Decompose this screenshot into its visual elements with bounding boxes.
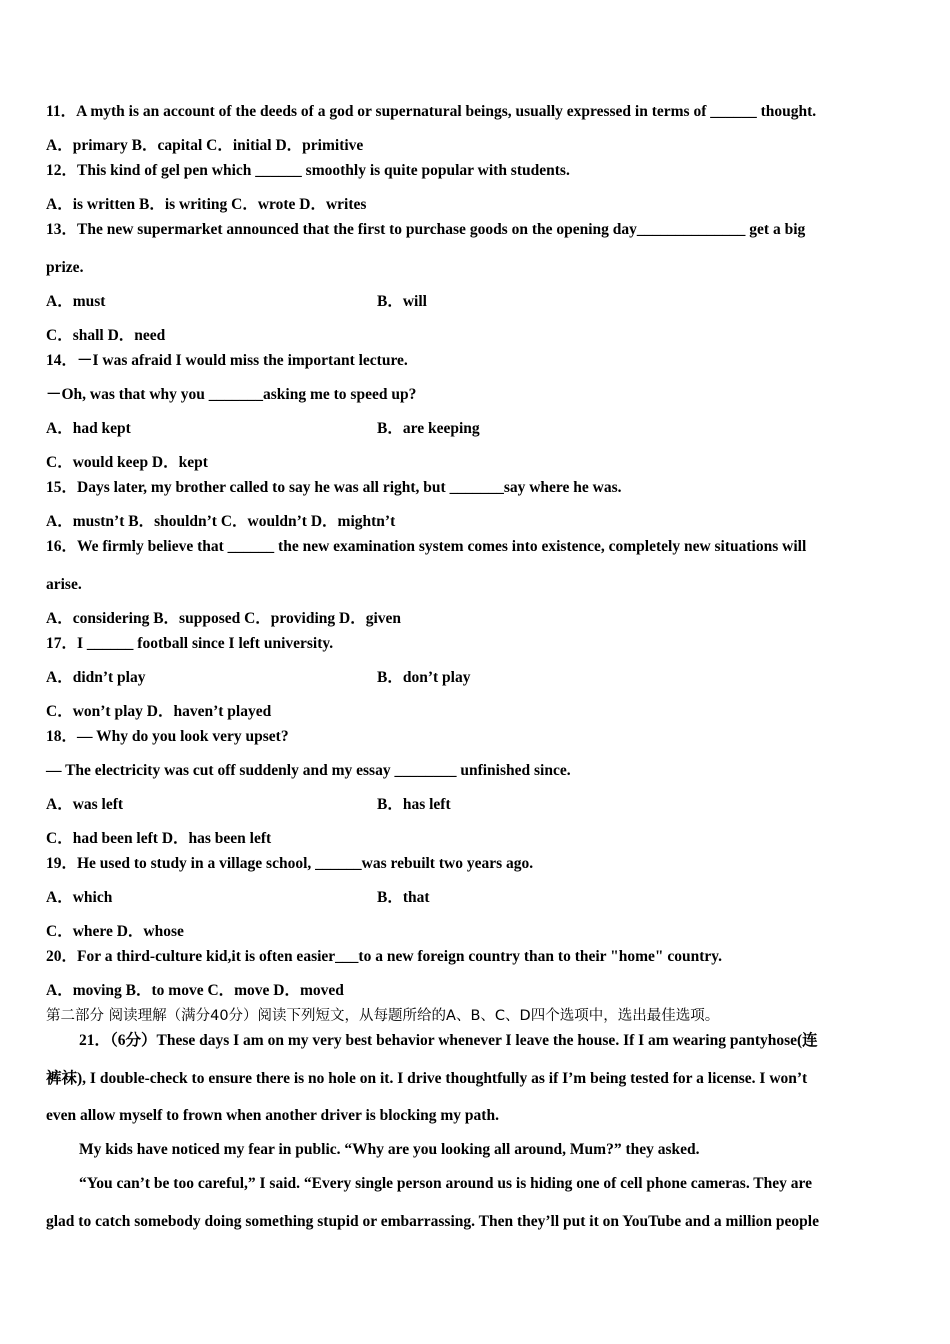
q16-options: A．considering B．supposed C．providing D．given	[46, 610, 401, 627]
q11-options: A．primary B．capital C．initial D．primitive	[46, 137, 364, 154]
q13-stem-line1: 13．The new supermarket announced that the first to purchase goods on the opening day______________ get a big	[46, 221, 806, 238]
q14-stem-line1: 14．－I was afraid I would miss the important lecture.	[46, 352, 408, 369]
q16-stem-line2: arise.	[46, 576, 82, 593]
q20-stem: 20．For a third-culture kid,it is often easier___to a new foreign country than to their "home" country.	[46, 948, 723, 965]
q17-option-a: A．didn’t play	[46, 669, 146, 686]
passage-line-3: even allow myself to frown when another driver is blocking my path.	[46, 1107, 499, 1124]
q13-option-b: B．will	[377, 293, 427, 310]
q13-option-cd: C．shall D．need	[46, 327, 166, 344]
q14-option-cd: C．would keep D．kept	[46, 454, 208, 471]
q18-stem-line2: — The electricity was cut off suddenly and my essay ________ unfinished since.	[46, 762, 571, 779]
q18-option-b: B．has left	[377, 796, 451, 813]
q13-option-a: A．must	[46, 293, 106, 310]
q19-stem: 19．He used to study in a village school, ______was rebuilt two years ago.	[46, 855, 534, 872]
q19-option-b: B．that	[377, 889, 430, 906]
q17-stem: 17．I ______ football since I left university.	[46, 635, 334, 652]
passage-line-2: 裤袜), I double-check to ensure there is no hole on it. I drive thoughtfully as if I’m being tested for a license. I won’t	[46, 1070, 808, 1087]
q19-option-a: A．which	[46, 889, 113, 906]
q17-option-b: B．don’t play	[377, 669, 471, 686]
q15-stem: 15．Days later, my brother called to say he was all right, but _______say where he was.	[46, 479, 622, 496]
q14-option-b: B．are keeping	[377, 420, 480, 437]
q14-stem-line2: －Oh, was that why you _______asking me to speed up?	[46, 386, 417, 403]
passage-line-6: glad to catch somebody doing something stupid or embarrassing. Then they’ll put it on YouTube and a million people	[46, 1213, 819, 1230]
q18-stem-line1: 18．— Why do you look very upset?	[46, 728, 289, 745]
passage-line-1: 21．（6分）These days I am on my very best behavior whenever I leave the house. If I am wearing pantyhose(连	[79, 1032, 818, 1049]
passage-line-5: “You can’t be too careful,” I said. “Every single person around us is hiding one of cell phone cameras. They are	[79, 1175, 812, 1192]
q11-stem: 11．A myth is an account of the deeds of a god or supernatural beings, usually expressed in terms of ______ thought.	[46, 103, 817, 120]
q20-options: A．moving B．to move C．move D．moved	[46, 982, 344, 999]
q17-option-cd: C．won’t play D．haven’t played	[46, 703, 272, 720]
q18-option-cd: C．had been left D．has been left	[46, 830, 272, 847]
q19-option-cd: C．where D．whose	[46, 923, 184, 940]
passage-line-4: My kids have noticed my fear in public. “Why are you looking all around, Mum?” they asked.	[79, 1141, 700, 1158]
q12-stem: 12．This kind of gel pen which ______ smoothly is quite popular with students.	[46, 162, 570, 179]
q15-options: A．mustn’t B．shouldn’t C．wouldn’t D．mightn’t	[46, 513, 396, 530]
q18-option-a: A．was left	[46, 796, 124, 813]
q12-options: A．is written B．is writing C．wrote D．writes	[46, 196, 367, 213]
q14-option-a: A．had kept	[46, 420, 131, 437]
q13-stem-line2: prize.	[46, 259, 84, 276]
section-2-heading: 第二部分 阅读理解（满分40分）阅读下列短文，从每题所给的A、B、C、D四个选项中，选出最佳选项。	[46, 1008, 720, 1024]
q16-stem-line1: 16．We firmly believe that ______ the new examination system comes into existence, completely new situations will	[46, 538, 807, 555]
